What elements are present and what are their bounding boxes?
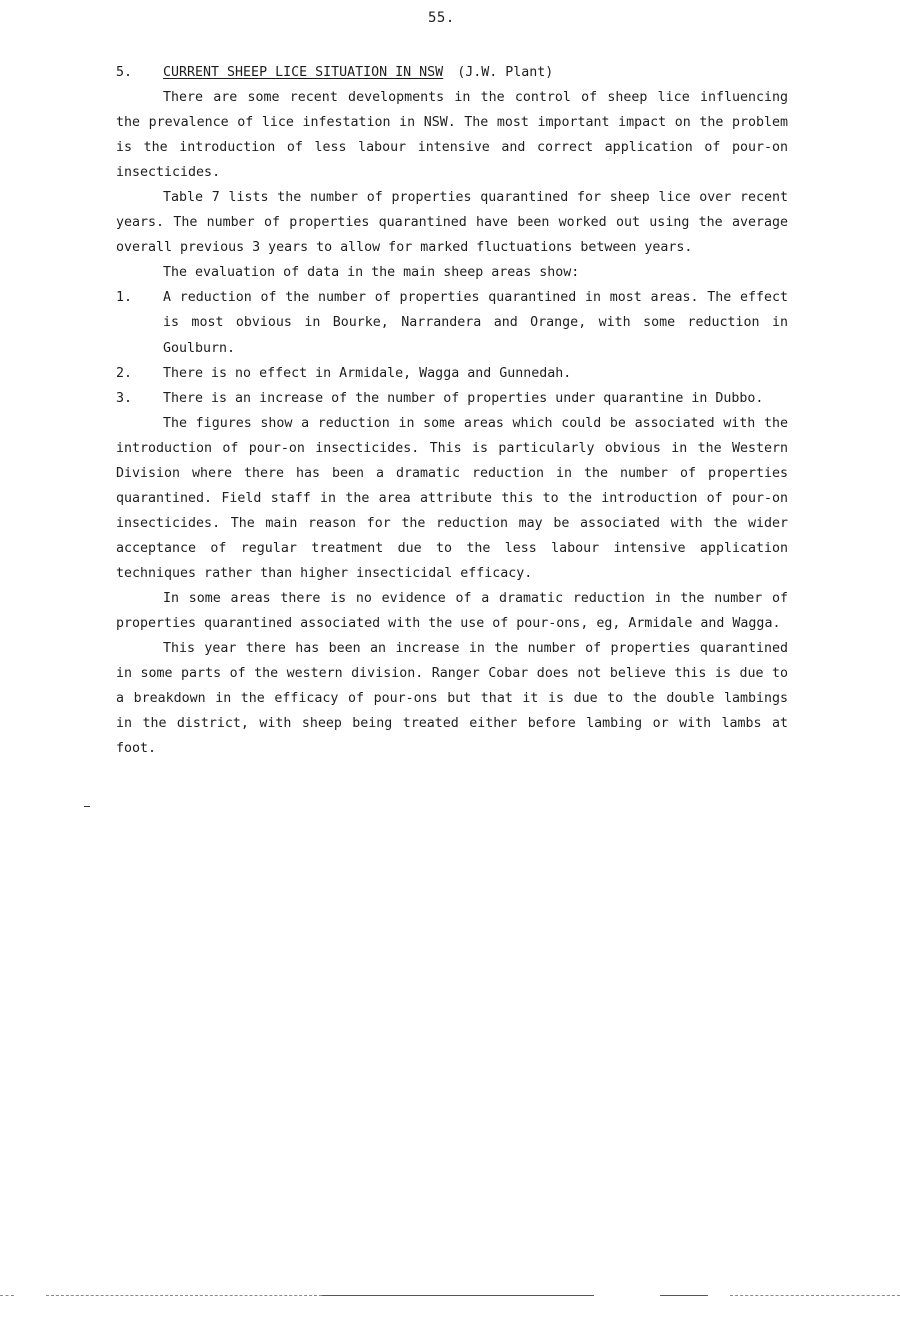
- list-item: [116, 386, 788, 411]
- footer-rule: [0, 1295, 14, 1296]
- page-number: 55.: [428, 10, 455, 26]
- section-number: 5.: [116, 65, 133, 80]
- list-item-number: 3.: [116, 390, 133, 406]
- list-item: [116, 285, 788, 360]
- footer-rule: [322, 1295, 594, 1296]
- footer-rule: [660, 1295, 708, 1296]
- findings-list: [116, 285, 788, 410]
- paragraph-intro: There are some recent developments in the control of sheep lice influencing the prevalence of lice infestation in NSW. The most important impact on the problem is the introduction of less labour intensive and correct application of pour-on insecticides.: [116, 90, 788, 181]
- section-title: CURRENT SHEEP LICE SITUATION IN NSW: [163, 65, 444, 80]
- list-item-text: There is no effect in Armidale, Wagga and Gunnedah.: [163, 365, 572, 381]
- paragraph-table-reference: Table 7 lists the number of properties quarantined for sheep lice over recent years. The number of properties quarantined have been worked out using the average overall previous 3 years to allow for marked fluctuations between years.: [116, 190, 788, 256]
- footer-rule: [46, 1295, 322, 1296]
- section-heading: [116, 60, 788, 85]
- paragraph-figures-discussion: The figures show a reduction in some areas which could be associated with the introduction of pour-on insecticides. This is particularly obvious in the Western Division where there has been a dramatic reduction in the number of properties quarantined. Field staff in the area attribute this to the introduction of pour-on insecticides. The main reason for the reduction may be associated with the wider acceptance of regular treatment due to the less labour intensive application techniques rather than higher insecticidal efficacy.: [116, 415, 788, 581]
- paragraph-western-division: This year there has been an increase in the number of properties quarantined in some parts of the western division. Ranger Cobar does not believe this is due to a breakdown in the efficacy of pour-ons but that it is due to the double lambings in the district, with sheep being treated either before lambing or with lambs at foot.: [116, 641, 788, 757]
- section-author: (J.W. Plant): [457, 65, 554, 80]
- list-item-text: There is an increase of the number of properties under quarantine in Dubbo.: [163, 390, 764, 406]
- paragraph-evaluation-lead: The evaluation of data in the main sheep areas show:: [163, 265, 580, 281]
- paragraph-no-evidence: In some areas there is no evidence of a dramatic reduction in the number of properties quarantined associated with the use of pour-ons, eg, Armidale and Wagga.: [116, 590, 788, 632]
- list-item-text: A reduction of the number of properties quarantined in most areas. The effect is most obvious in Bourke, Narrandera and Orange, with some reduction in Goulburn.: [163, 290, 788, 356]
- list-item-number: 1.: [116, 290, 133, 306]
- list-item: [116, 361, 788, 386]
- margin-mark: [84, 806, 90, 807]
- footer-rule: [730, 1295, 900, 1296]
- list-item-number: 2.: [116, 365, 133, 381]
- document-body: [116, 60, 788, 761]
